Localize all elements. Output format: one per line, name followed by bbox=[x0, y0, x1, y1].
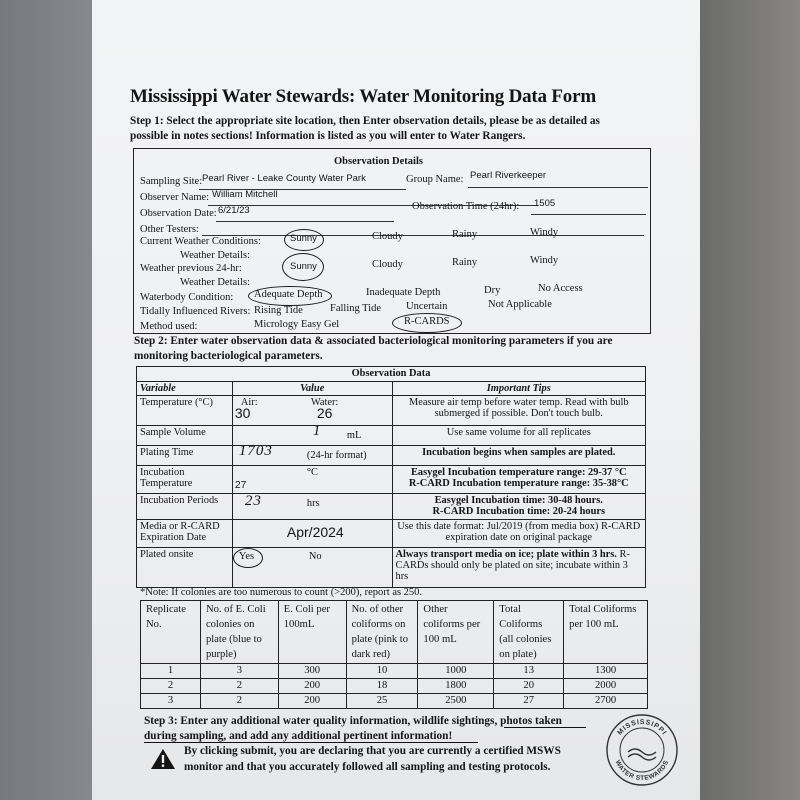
air-label: Air: bbox=[240, 397, 258, 408]
replicate-cell-1-0: 2 bbox=[141, 679, 201, 694]
observer-name-value[interactable]: William Mitchell bbox=[212, 189, 278, 200]
replicate-cell-2-1[interactable]: 2 bbox=[200, 694, 278, 709]
replicate-cell-1-2[interactable]: 200 bbox=[278, 679, 346, 694]
observation-date-value[interactable]: 6/21/23 bbox=[218, 205, 250, 216]
replicate-cell-1-3[interactable]: 18 bbox=[346, 679, 418, 694]
waterbody-no-access[interactable]: No Access bbox=[538, 283, 583, 294]
plating-time-value[interactable]: 1703 bbox=[238, 443, 273, 459]
table-row bbox=[141, 694, 648, 709]
current-weather-sunny[interactable]: Sunny bbox=[290, 233, 317, 244]
replicate-cell-0-5[interactable]: 13 bbox=[494, 664, 564, 679]
step3-line2 bbox=[144, 729, 452, 743]
current-weather-label: Current Weather Conditions: bbox=[140, 236, 261, 247]
step2-line2: monitoring bacteriological parameters. bbox=[134, 350, 323, 362]
replicate-cell-0-3[interactable]: 10 bbox=[346, 664, 418, 679]
temperature-label: Temperature (°C) bbox=[137, 396, 233, 426]
replicate-cell-0-4[interactable]: 1000 bbox=[418, 664, 494, 679]
tidal-uncertain[interactable]: Uncertain bbox=[406, 301, 448, 312]
weather-details-label: Weather Details: bbox=[180, 250, 250, 261]
replicate-header-5: Total Coliforms (all colonies on plate) bbox=[494, 601, 564, 664]
declaration-line1: By clicking submit, you are declaring that you are currently a certified MSWS bbox=[184, 745, 561, 757]
plating-time-unit: (24-hr format) bbox=[306, 450, 367, 461]
warning-icon bbox=[150, 748, 176, 770]
waterbody-adequate[interactable]: Adequate Depth bbox=[254, 289, 323, 300]
plating-time-tip: Incubation begins when samples are plated. bbox=[392, 446, 645, 466]
replicate-cell-2-3[interactable]: 25 bbox=[346, 694, 418, 709]
step3-underline bbox=[144, 742, 478, 743]
replicate-header-6: Total Coliforms per 100 mL bbox=[564, 601, 648, 664]
replicate-cell-0-1[interactable]: 3 bbox=[200, 664, 278, 679]
step1-line2: possible in notes sections! Information is listed as you will enter to Water Rangers. bbox=[130, 130, 526, 142]
other-testers-label: Other Testers: bbox=[140, 224, 199, 235]
replicate-header-4: Other coliforms per 100 mL bbox=[418, 601, 494, 664]
replicate-cell-0-6[interactable]: 1300 bbox=[564, 664, 648, 679]
incubation-temp-unit: °C bbox=[306, 467, 318, 478]
replicate-cell-0-0: 1 bbox=[141, 664, 201, 679]
weather-prev-sunny[interactable]: Sunny bbox=[290, 261, 317, 272]
mississippi-water-stewards-seal bbox=[604, 712, 680, 788]
observer-name-label: Observer Name: bbox=[140, 192, 210, 203]
replicate-table bbox=[140, 600, 648, 709]
observation-data-header: Observation Data bbox=[137, 367, 646, 382]
method-label: Method used: bbox=[140, 321, 198, 332]
sampling-site-value[interactable]: Pearl River - Leake County Water Park bbox=[202, 173, 366, 184]
incubation-temp-tip-rcard: R-CARD Incubation temperature range: 35-38°C bbox=[408, 478, 629, 489]
col-value: Value bbox=[232, 382, 392, 396]
weather-details-label-2: Weather Details: bbox=[180, 277, 250, 288]
step1-line1: Step 1: Select the appropriate site location, then Enter observation details, please be as detailed as bbox=[130, 115, 600, 127]
plated-tip-rest: R-CARDs should only be plated on site; incubate within 3 hrs bbox=[395, 549, 630, 582]
weather-prev-windy[interactable]: Windy bbox=[530, 255, 559, 266]
group-name-value[interactable]: Pearl Riverkeeper bbox=[470, 170, 547, 181]
sample-volume-value[interactable]: 1 bbox=[312, 423, 322, 439]
expiration-label: Media or R-CARD Expiration Date bbox=[137, 520, 233, 548]
current-weather-windy[interactable]: Windy bbox=[530, 227, 559, 238]
replicate-header-3: No. of other coliforms on plate (pink to dark red) bbox=[346, 601, 418, 664]
step2-line1: Step 2: Enter water observation data & associated bacteriological monitoring parameters if you are bbox=[134, 335, 613, 347]
photos-underline bbox=[504, 727, 586, 728]
background-right bbox=[700, 0, 800, 800]
replicate-cell-1-5[interactable]: 20 bbox=[494, 679, 564, 694]
waterbody-label: Waterbody Condition: bbox=[140, 292, 234, 303]
sampling-site-label: Sampling Site: bbox=[140, 176, 203, 187]
incubation-periods-label: Incubation Periods bbox=[137, 494, 233, 520]
replicate-cell-1-6[interactable]: 2000 bbox=[564, 679, 648, 694]
expiration-value[interactable]: Apr/2024 bbox=[286, 524, 344, 540]
waterbody-dry[interactable]: Dry bbox=[484, 285, 501, 296]
weather-prev-cloudy[interactable]: Cloudy bbox=[372, 259, 403, 270]
incubation-temp-tip-easygel: Easygel Incubation temperature range: 29-37 °C bbox=[411, 467, 627, 478]
air-value[interactable]: 30 bbox=[234, 405, 251, 421]
step3-line1 bbox=[144, 714, 562, 728]
table-row bbox=[141, 679, 648, 694]
observation-time-value[interactable]: 1505 bbox=[534, 198, 556, 209]
replicate-cell-2-4[interactable]: 2500 bbox=[418, 694, 494, 709]
col-important-tips: Important Tips bbox=[392, 382, 645, 396]
current-weather-cloudy[interactable]: Cloudy bbox=[372, 231, 403, 242]
sample-volume-tip: Use same volume for all replicates bbox=[392, 426, 645, 446]
plated-tip-bold: Always transport media on ice; plate within 3 hrs. bbox=[395, 549, 617, 560]
replicate-cell-2-5[interactable]: 27 bbox=[494, 694, 564, 709]
replicate-cell-2-0: 3 bbox=[141, 694, 201, 709]
incubation-temp-label: Incubation Temperature bbox=[137, 466, 233, 494]
waterbody-not-applicable[interactable]: Not Applicable bbox=[488, 299, 552, 310]
expiration-tip: Use this date format: Jul/2019 (from media box) R-CARD expiration date on original package bbox=[392, 520, 645, 548]
table-row bbox=[141, 664, 648, 679]
observation-date-label: Observation Date: bbox=[140, 208, 217, 219]
replicate-cell-2-2[interactable]: 200 bbox=[278, 694, 346, 709]
plated-no[interactable]: No bbox=[308, 551, 322, 562]
data-form-sheet bbox=[92, 0, 700, 800]
current-weather-rainy[interactable]: Rainy bbox=[452, 229, 478, 240]
seal-top-text: MISSISSIPPI bbox=[616, 718, 668, 737]
sample-volume-label: Sample Volume bbox=[137, 426, 233, 446]
step3-line2-text: during sampling, and add any additional pertinent information! bbox=[144, 730, 453, 742]
replicate-header-0: Replicate No. bbox=[141, 601, 201, 664]
temperature-tip: Measure air temp before water temp. Read with bulb submerged if possible. Don't touch bulb. bbox=[392, 396, 645, 426]
tidal-falling[interactable]: Falling Tide bbox=[330, 303, 382, 314]
temperature-cell bbox=[232, 396, 392, 426]
background-left bbox=[0, 0, 92, 800]
replicate-header-1: No. of E. Coli colonies on plate (blue to purple) bbox=[200, 601, 278, 664]
seal-bottom-text: WATER STEWARDS bbox=[613, 759, 671, 783]
incubation-periods-tip-rcard: R-CARD Incubation time: 20-24 hours bbox=[432, 506, 606, 517]
incubation-periods-unit: hrs bbox=[306, 498, 320, 509]
plated-onsite-label: Plated onsite bbox=[137, 548, 233, 588]
declaration-line2: monitor and that you accurately followed all sampling and testing protocols. bbox=[184, 761, 551, 773]
incubation-temp-value[interactable]: 27 bbox=[234, 480, 247, 491]
incubation-periods-value[interactable]: 23 bbox=[244, 493, 262, 509]
weather-prev-rainy[interactable]: Rainy bbox=[452, 257, 478, 268]
method-r-cards[interactable]: R-CARDS bbox=[404, 316, 450, 327]
water-value[interactable]: 26 bbox=[316, 405, 333, 421]
replicate-cell-2-6[interactable]: 2700 bbox=[564, 694, 648, 709]
form-title: Mississippi Water Stewards: Water Monitoring Data Form bbox=[130, 86, 596, 107]
replicate-cell-0-2[interactable]: 300 bbox=[278, 664, 346, 679]
replicate-cell-1-4[interactable]: 1800 bbox=[418, 679, 494, 694]
waterbody-inadequate[interactable]: Inadequate Depth bbox=[366, 287, 441, 298]
observation-time-label: Observation Time (24hr): bbox=[412, 201, 520, 212]
weather-prev-label: Weather previous 24-hr: bbox=[140, 263, 242, 274]
replicate-cell-1-1[interactable]: 2 bbox=[200, 679, 278, 694]
replicate-header-2: E. Coli per 100mL bbox=[278, 601, 346, 664]
tidal-rising[interactable]: Rising Tide bbox=[254, 305, 303, 316]
observation-details-box bbox=[133, 148, 651, 334]
tidal-label: Tidally Influenced Rivers: bbox=[140, 306, 251, 317]
group-name-label: Group Name: bbox=[406, 174, 464, 185]
plated-yes[interactable]: Yes bbox=[238, 551, 255, 562]
step3-line1-text: Step 3: Enter any additional water quality information, wildlife sightings, photos taken bbox=[144, 715, 562, 727]
method-easygel[interactable]: Micrology Easy Gel bbox=[254, 319, 340, 330]
water-label: Water: bbox=[310, 397, 339, 408]
plating-time-label: Plating Time bbox=[137, 446, 233, 466]
sample-volume-unit: mL bbox=[346, 430, 362, 441]
col-variable: Variable bbox=[137, 382, 233, 396]
colonies-note: *Note: If colonies are too numerous to count (>200), report as 250. bbox=[140, 587, 423, 598]
observation-details-header: Observation Details bbox=[334, 156, 423, 167]
incubation-periods-tip-easygel: Easygel Incubation time: 30-48 hours. bbox=[434, 495, 603, 506]
observation-data-table bbox=[136, 366, 646, 588]
